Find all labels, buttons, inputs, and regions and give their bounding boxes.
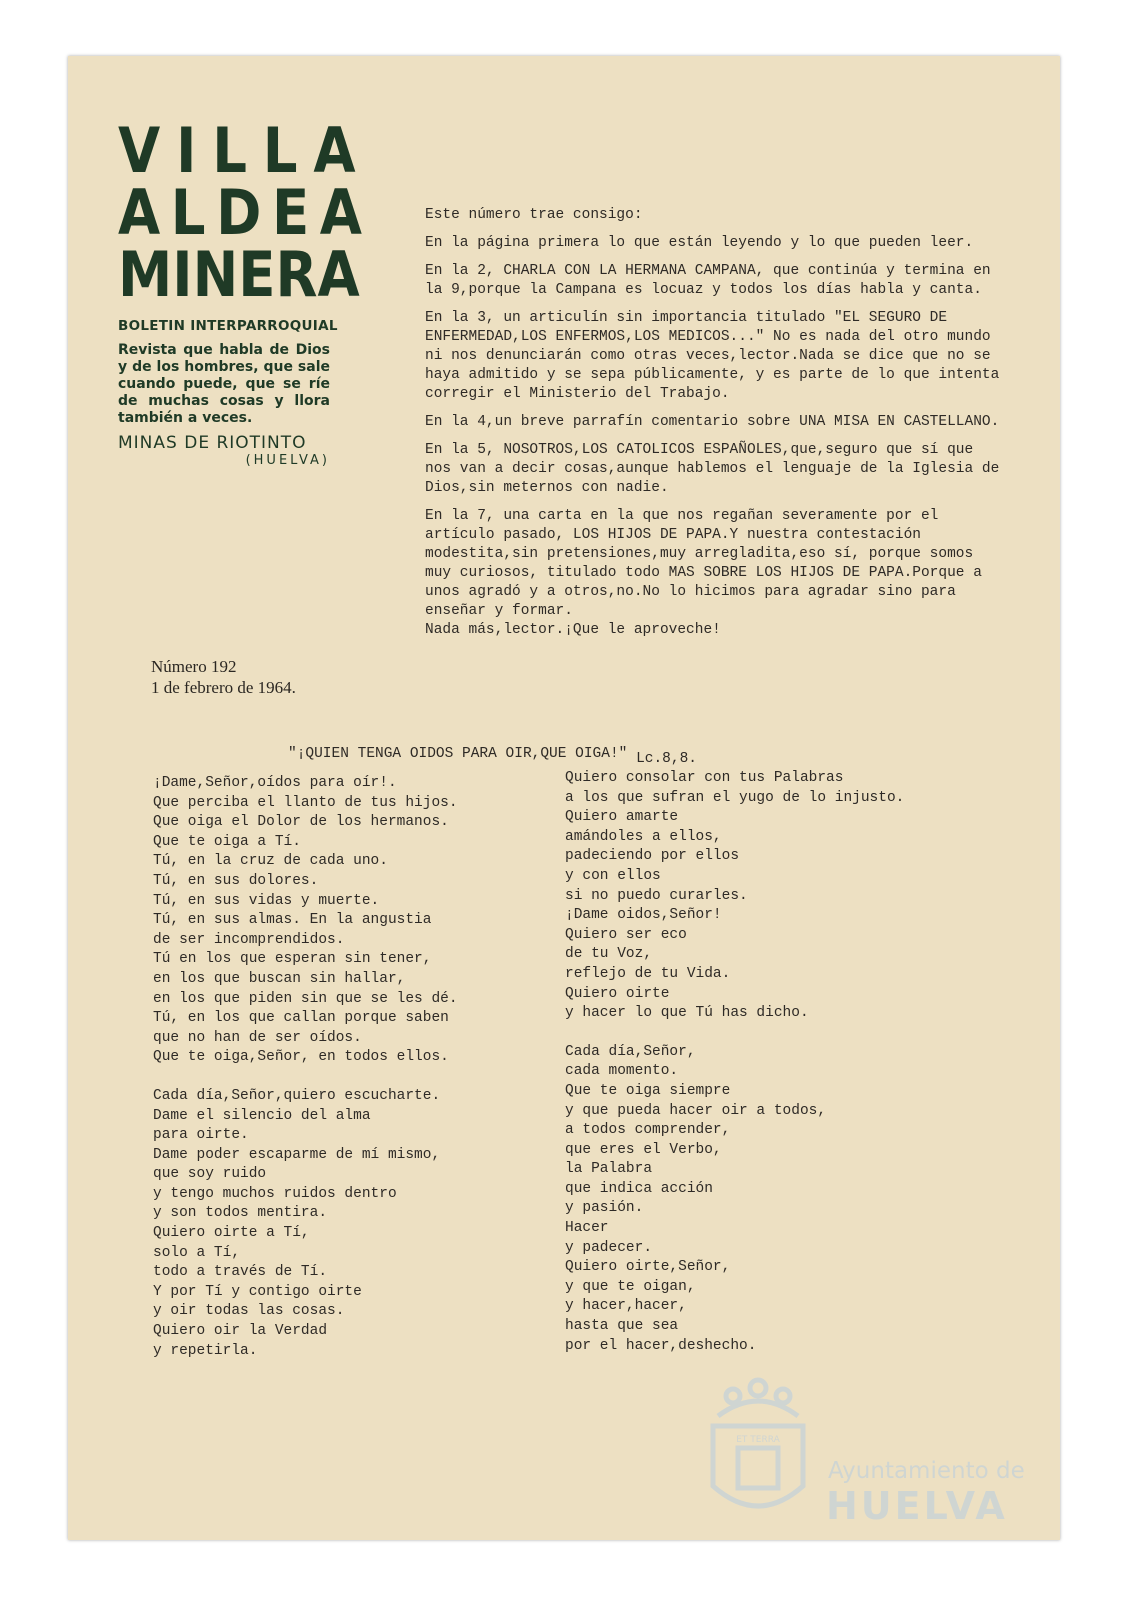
poem-line: Tú, en la cruz de cada uno. <box>153 853 388 870</box>
poem-line: de tu Voz, <box>565 946 653 963</box>
poem-line: cada momento. <box>565 1063 679 1080</box>
masthead-place: MINAS DE RIOTINTO <box>118 433 307 453</box>
poem-line: Que te oiga,Señor, en todos ellos. <box>153 1049 449 1066</box>
poem-line: de ser incomprendidos. <box>153 931 345 948</box>
poem-line: y hacer lo que Tú has dicho. <box>565 1005 809 1022</box>
masthead-title-line1: VILLA <box>118 114 372 187</box>
poem-line: la Palabra <box>565 1161 653 1178</box>
poem-heading <box>288 746 697 767</box>
poem-line: y repetirla. <box>153 1342 258 1359</box>
poem-line: todo a través de Tí. <box>153 1264 328 1281</box>
poem-line: reflejo de tu Vida. <box>565 965 731 982</box>
poem-line: que no han de ser oídos. <box>153 1029 362 1046</box>
poem-line: Quiero oirte,Señor, <box>565 1259 731 1276</box>
poem-line: Cada día,Señor, <box>565 1043 696 1060</box>
poem-line: solo a Tí, <box>153 1244 241 1261</box>
poem-line: en los que piden sin que se les dé. <box>153 990 458 1007</box>
poem-line: y con ellos <box>565 867 661 884</box>
poem-line: Quiero oirte a Tí, <box>153 1225 310 1242</box>
poem-stanza <box>153 1087 458 1361</box>
poem-left-column <box>153 774 458 1380</box>
poem-line: Hacer <box>565 1220 609 1237</box>
poem-line: Tú, en sus vidas y muerte. <box>153 892 380 909</box>
poem-line: Dame el silencio del alma <box>153 1107 371 1124</box>
contents-paragraph: En la 3, un articulín sin importancia titulado "EL SEGURO DE ENFERMEDAD,LOS ENFERMOS,LOS MEDICOS..." No es nada del otro mundo ni nos denunciarán como otras veces,lector.Nada se dice que no se haya admitido y se sepa públicamente, y es parte de lo que intenta corregir el Ministerio del Trabajo. <box>425 310 1000 402</box>
poem-line: a los que sufran el yugo de lo injusto. <box>565 789 905 806</box>
poem-line: que indica acción <box>565 1180 713 1197</box>
poem-line: ¡Dame oidos,Señor! <box>565 907 722 924</box>
contents-paragraph: En la 5, NOSOTROS,LOS CATOLICOS ESPAÑOLES,que,seguro que sí que nos van a decir cosas,aunque hablemos el lenguaje de la Iglesia de Dios,sin meternos con nadie. <box>425 442 1000 496</box>
poem-line: si no puedo curarles. <box>565 887 748 904</box>
poem-line: Tú, en sus dolores. <box>153 872 319 889</box>
watermark-line1: Ayuntamiento de <box>828 1458 1025 1484</box>
contents-paragraph: Nada más,lector.¡Que le aproveche! <box>425 622 721 638</box>
archive-watermark <box>698 1376 1038 1526</box>
poem-line: Quiero oir la Verdad <box>153 1323 328 1340</box>
masthead-province: (HUELVA) <box>245 453 330 468</box>
masthead-title-line3: MINERA <box>118 238 360 311</box>
poem-line: y hacer,hacer, <box>565 1298 687 1315</box>
poem-line: Quiero oirte <box>565 985 670 1002</box>
masthead-title-line2: ALDEA <box>118 176 373 249</box>
poem-line: Quiero amarte <box>565 809 679 826</box>
issue-date: 1 de febrero de 1964. <box>151 678 296 697</box>
poem-line: Que te oiga a Tí. <box>153 833 301 850</box>
poem-reference: Lc.8,8. <box>636 751 697 767</box>
masthead-subtitle: BOLETIN INTERPARROQUIAL <box>118 318 338 334</box>
poem-line: amándoles a ellos, <box>565 828 722 845</box>
masthead <box>118 114 398 468</box>
poem-line: Quiero consolar con tus Palabras <box>565 770 844 786</box>
issue-info <box>151 656 296 698</box>
poem-line: y que te oigan, <box>565 1278 696 1295</box>
coat-of-arms-icon <box>698 1376 818 1526</box>
poem-line: y oir todas las cosas. <box>153 1303 345 1320</box>
poem-line: Que te oiga siempre <box>565 1082 731 1099</box>
poem-line: Dame poder escaparme de mí mismo, <box>153 1146 441 1163</box>
masthead-description: Revista que habla de Dios y de los hombres, que sale cuando puede, que se ríe de muchas cosas y llora también a veces. <box>118 342 330 426</box>
watermark-line2: HUELVA <box>826 1484 1008 1528</box>
poem-line: ¡Dame,Señor,oídos para oír!. <box>153 775 397 791</box>
poem-line: que soy ruido <box>153 1166 267 1183</box>
poem-line: Quiero ser eco <box>565 926 687 943</box>
poem-line: y que pueda hacer oir a todos, <box>565 1102 827 1119</box>
poem-line: y pasión. <box>565 1200 644 1217</box>
poem-line: Cada día,Señor,quiero escucharte. <box>153 1087 441 1104</box>
poem-line: Que perciba el llanto de tus hijos. <box>153 794 458 811</box>
poem-line: en los que buscan sin hallar, <box>153 970 406 987</box>
poem-line: que eres el Verbo, <box>565 1141 722 1158</box>
poem-line: Y por Tí y contigo oirte <box>153 1283 362 1300</box>
poem-title: "¡QUIEN TENGA OIDOS PARA OIR,QUE OIGA!" <box>288 746 628 762</box>
contents-paragraph: En la 2, CHARLA CON LA HERMANA CAMPANA, que continúa y termina en la 9,porque la Campana es locuaz y todos los días habla y canta. <box>425 263 991 298</box>
poem-line: para oirte. <box>153 1127 249 1144</box>
newsletter-page <box>68 56 1060 1540</box>
poem-line: Tú, en sus almas. En la angustia <box>153 912 432 929</box>
contents-paragraph: Este número trae consigo: <box>425 207 643 223</box>
contents-paragraph: En la 7, una carta en la que nos regañan severamente por el artículo pasado, LOS HIJOS DE PAPA.Y nuestra contestación modestita,sin pretensiones,muy arregladita,eso sí, porque somos muy curiosos, titulado todo MAS SOBRE LOS HIJOS DE PAPA.Porque a unos agradó y a otros,no.No lo hicimos para agradar sino para enseñar y formar. <box>425 508 982 619</box>
contents-paragraph: En la página primera lo que están leyendo y lo que pueden leer. <box>425 235 974 251</box>
poem-line: hasta que sea <box>565 1318 679 1335</box>
poem-line: Tú en los que esperan sin tener, <box>153 951 432 968</box>
poem-line: Tú, en los que callan porque saben <box>153 1010 449 1027</box>
poem-stanza <box>565 1043 904 1357</box>
poem-line: a todos comprender, <box>565 1122 731 1139</box>
poem-stanza <box>153 774 458 1068</box>
poem-line: Que oiga el Dolor de los hermanos. <box>153 814 449 831</box>
poem-line: y padecer. <box>565 1239 653 1256</box>
poem-line: padeciendo por ellos <box>565 848 740 865</box>
issue-number: Número 192 <box>151 657 237 676</box>
seal-motto: ET TERRA <box>736 1435 780 1445</box>
poem-line: y son todos mentira. <box>153 1205 328 1222</box>
table-of-contents <box>425 206 1000 649</box>
poem-stanza <box>565 769 904 1024</box>
poem-line: y tengo muchos ruidos dentro <box>153 1185 397 1202</box>
poem-line: por el hacer,deshecho. <box>565 1337 757 1354</box>
contents-paragraph: En la 4,un breve parrafín comentario sobre UNA MISA EN CASTELLANO. <box>425 414 1000 430</box>
poem-right-column <box>565 769 904 1375</box>
